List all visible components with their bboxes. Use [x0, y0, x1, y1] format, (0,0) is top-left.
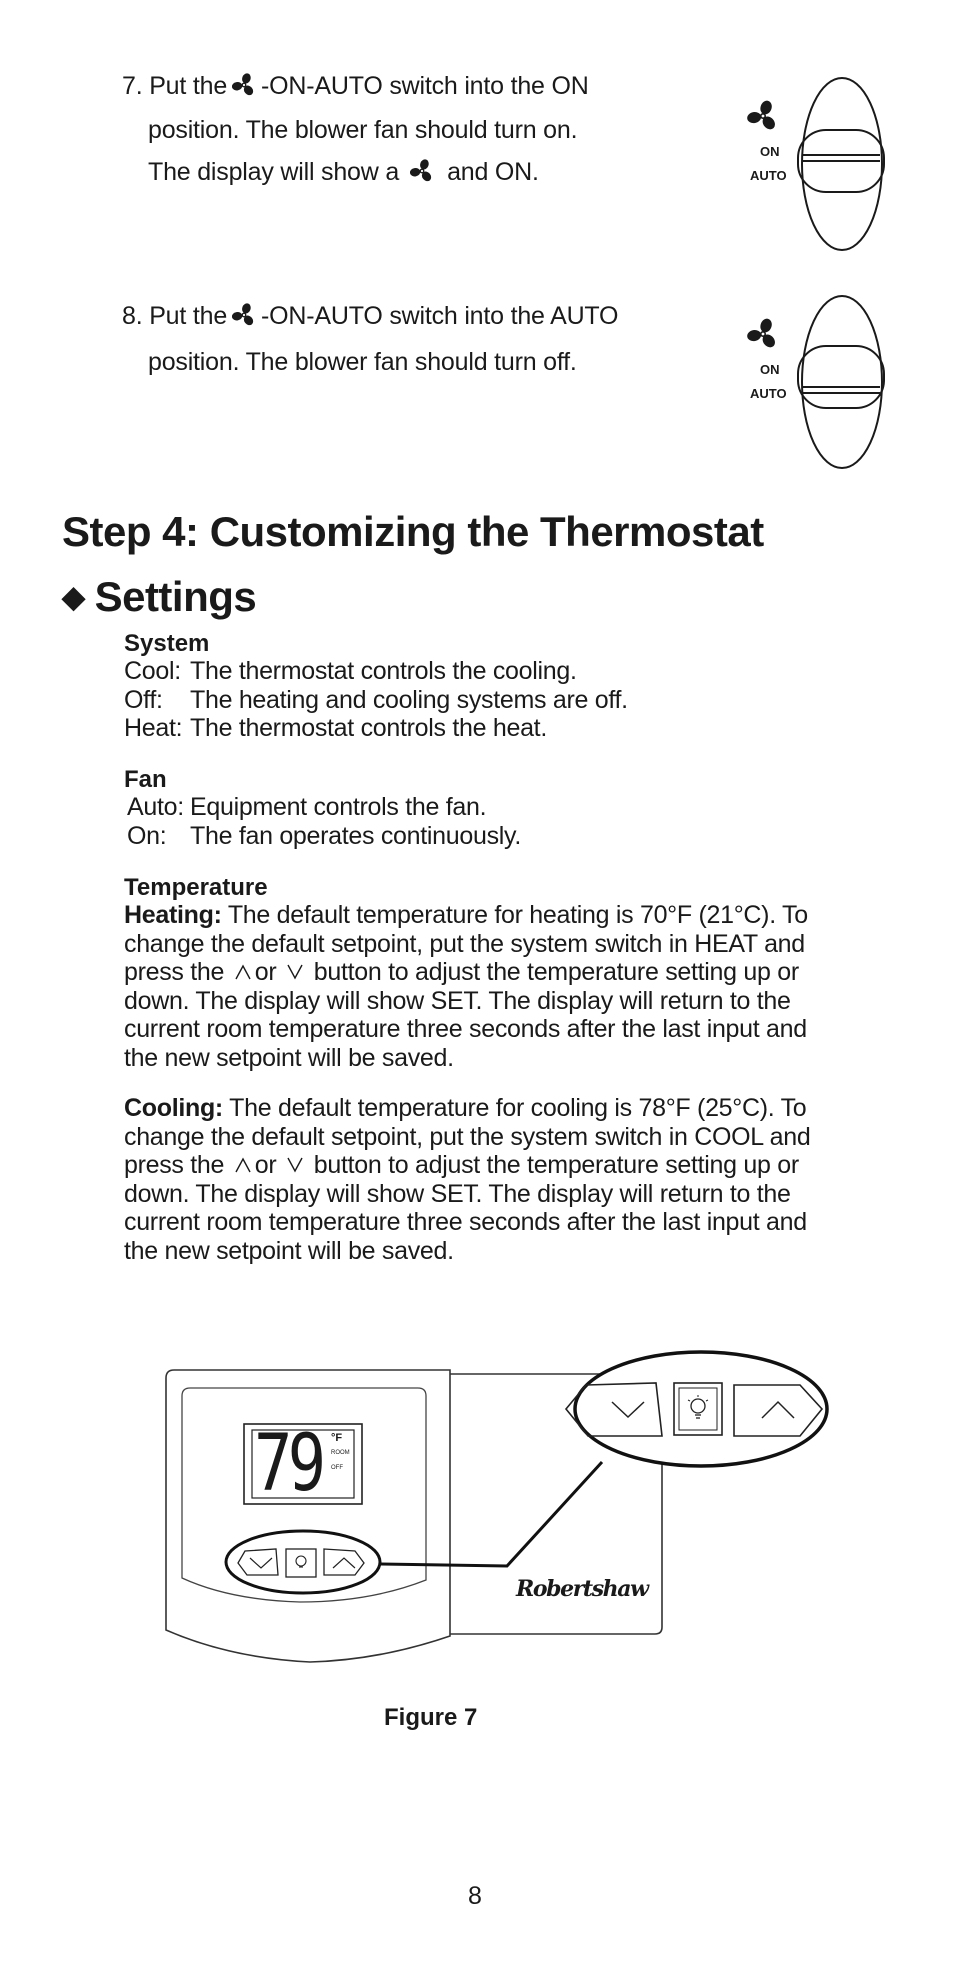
figure-caption: Figure 7 — [384, 1704, 478, 1731]
fan-icon — [231, 72, 257, 98]
fan-icon — [409, 158, 435, 184]
list-item: Cool: The thermostat controls the cooling. — [124, 657, 577, 685]
down-arrow-icon — [285, 1152, 305, 1170]
temperature-section — [124, 874, 810, 1265]
section-heading: Step 4: Customizing the Thermostat — [62, 508, 764, 555]
list-item: On: The fan operates continuously. — [127, 821, 522, 850]
switch-label-auto: AUTO — [750, 386, 787, 401]
switch-label-auto: AUTO — [750, 168, 787, 183]
heating-paragraph: Heating: The default temperature for heating is 70°F (21°C). To change the default setpoint, put the system switch in HEAT and press the or button to adjust the temperature setting up or down. The display will show SET. The display will return to the current room temperature three seconds after the last input and the new setpoint will be saved. — [124, 901, 808, 1072]
step-8: 8. Put the -ON-AUTO switch into the AUTO position. The blower fan should turn off. — [122, 302, 619, 376]
switch-illustration — [746, 292, 886, 472]
list-item: Off: The heating and cooling systems are off. — [124, 685, 628, 714]
brand-logo: Robertshaw — [516, 1576, 648, 1602]
cooling-paragraph: Cooling: The default temperature for cooling is 78°F (25°C). To change the default setpoint, put the system switch in COOL and press the or button to adjust the temperature setting up or down. The display will show SET. The display will return to the current room temperature three seconds after the last input and the new setpoint will be saved. — [124, 1094, 811, 1265]
fan-title: Fan — [124, 766, 167, 793]
diamond-bullet-icon: ◆ — [62, 581, 85, 614]
fan-switch-auto-diagram — [746, 292, 886, 472]
section-subheading: ◆ Settings — [62, 573, 257, 620]
fan-section — [124, 766, 521, 850]
down-arrow-icon — [285, 959, 305, 977]
switch-label-on: ON — [760, 144, 780, 159]
list-item: Auto: Equipment controls the fan. — [127, 793, 487, 821]
step-number: 8. — [122, 302, 143, 330]
system-section — [124, 630, 628, 743]
system-title: System — [124, 630, 210, 657]
up-arrow-icon — [233, 959, 253, 977]
thermostat-illustration — [150, 1340, 850, 1690]
display-room-label: ROOM — [331, 1450, 350, 1456]
step-7: 7. Put the -ON-AUTO switch into the ON position. The blower fan should turn on. The display will show a and ON. — [122, 72, 589, 186]
thermostat-figure — [150, 1340, 850, 1690]
list-item: Heat: The thermostat controls the heat. — [124, 714, 547, 742]
switch-label-on: ON — [760, 362, 780, 377]
switch-illustration — [746, 74, 886, 254]
fan-icon — [231, 302, 257, 328]
temperature-title: Temperature — [124, 874, 268, 901]
display-unit: °F — [331, 1432, 343, 1444]
fan-switch-on-diagram — [746, 74, 886, 254]
step-number: 7. — [122, 72, 143, 100]
up-arrow-icon — [233, 1152, 253, 1170]
display-temperature: 79 — [254, 1419, 322, 1509]
display-off-label: OFF — [331, 1465, 343, 1471]
page-number: 8 — [468, 1882, 482, 1910]
